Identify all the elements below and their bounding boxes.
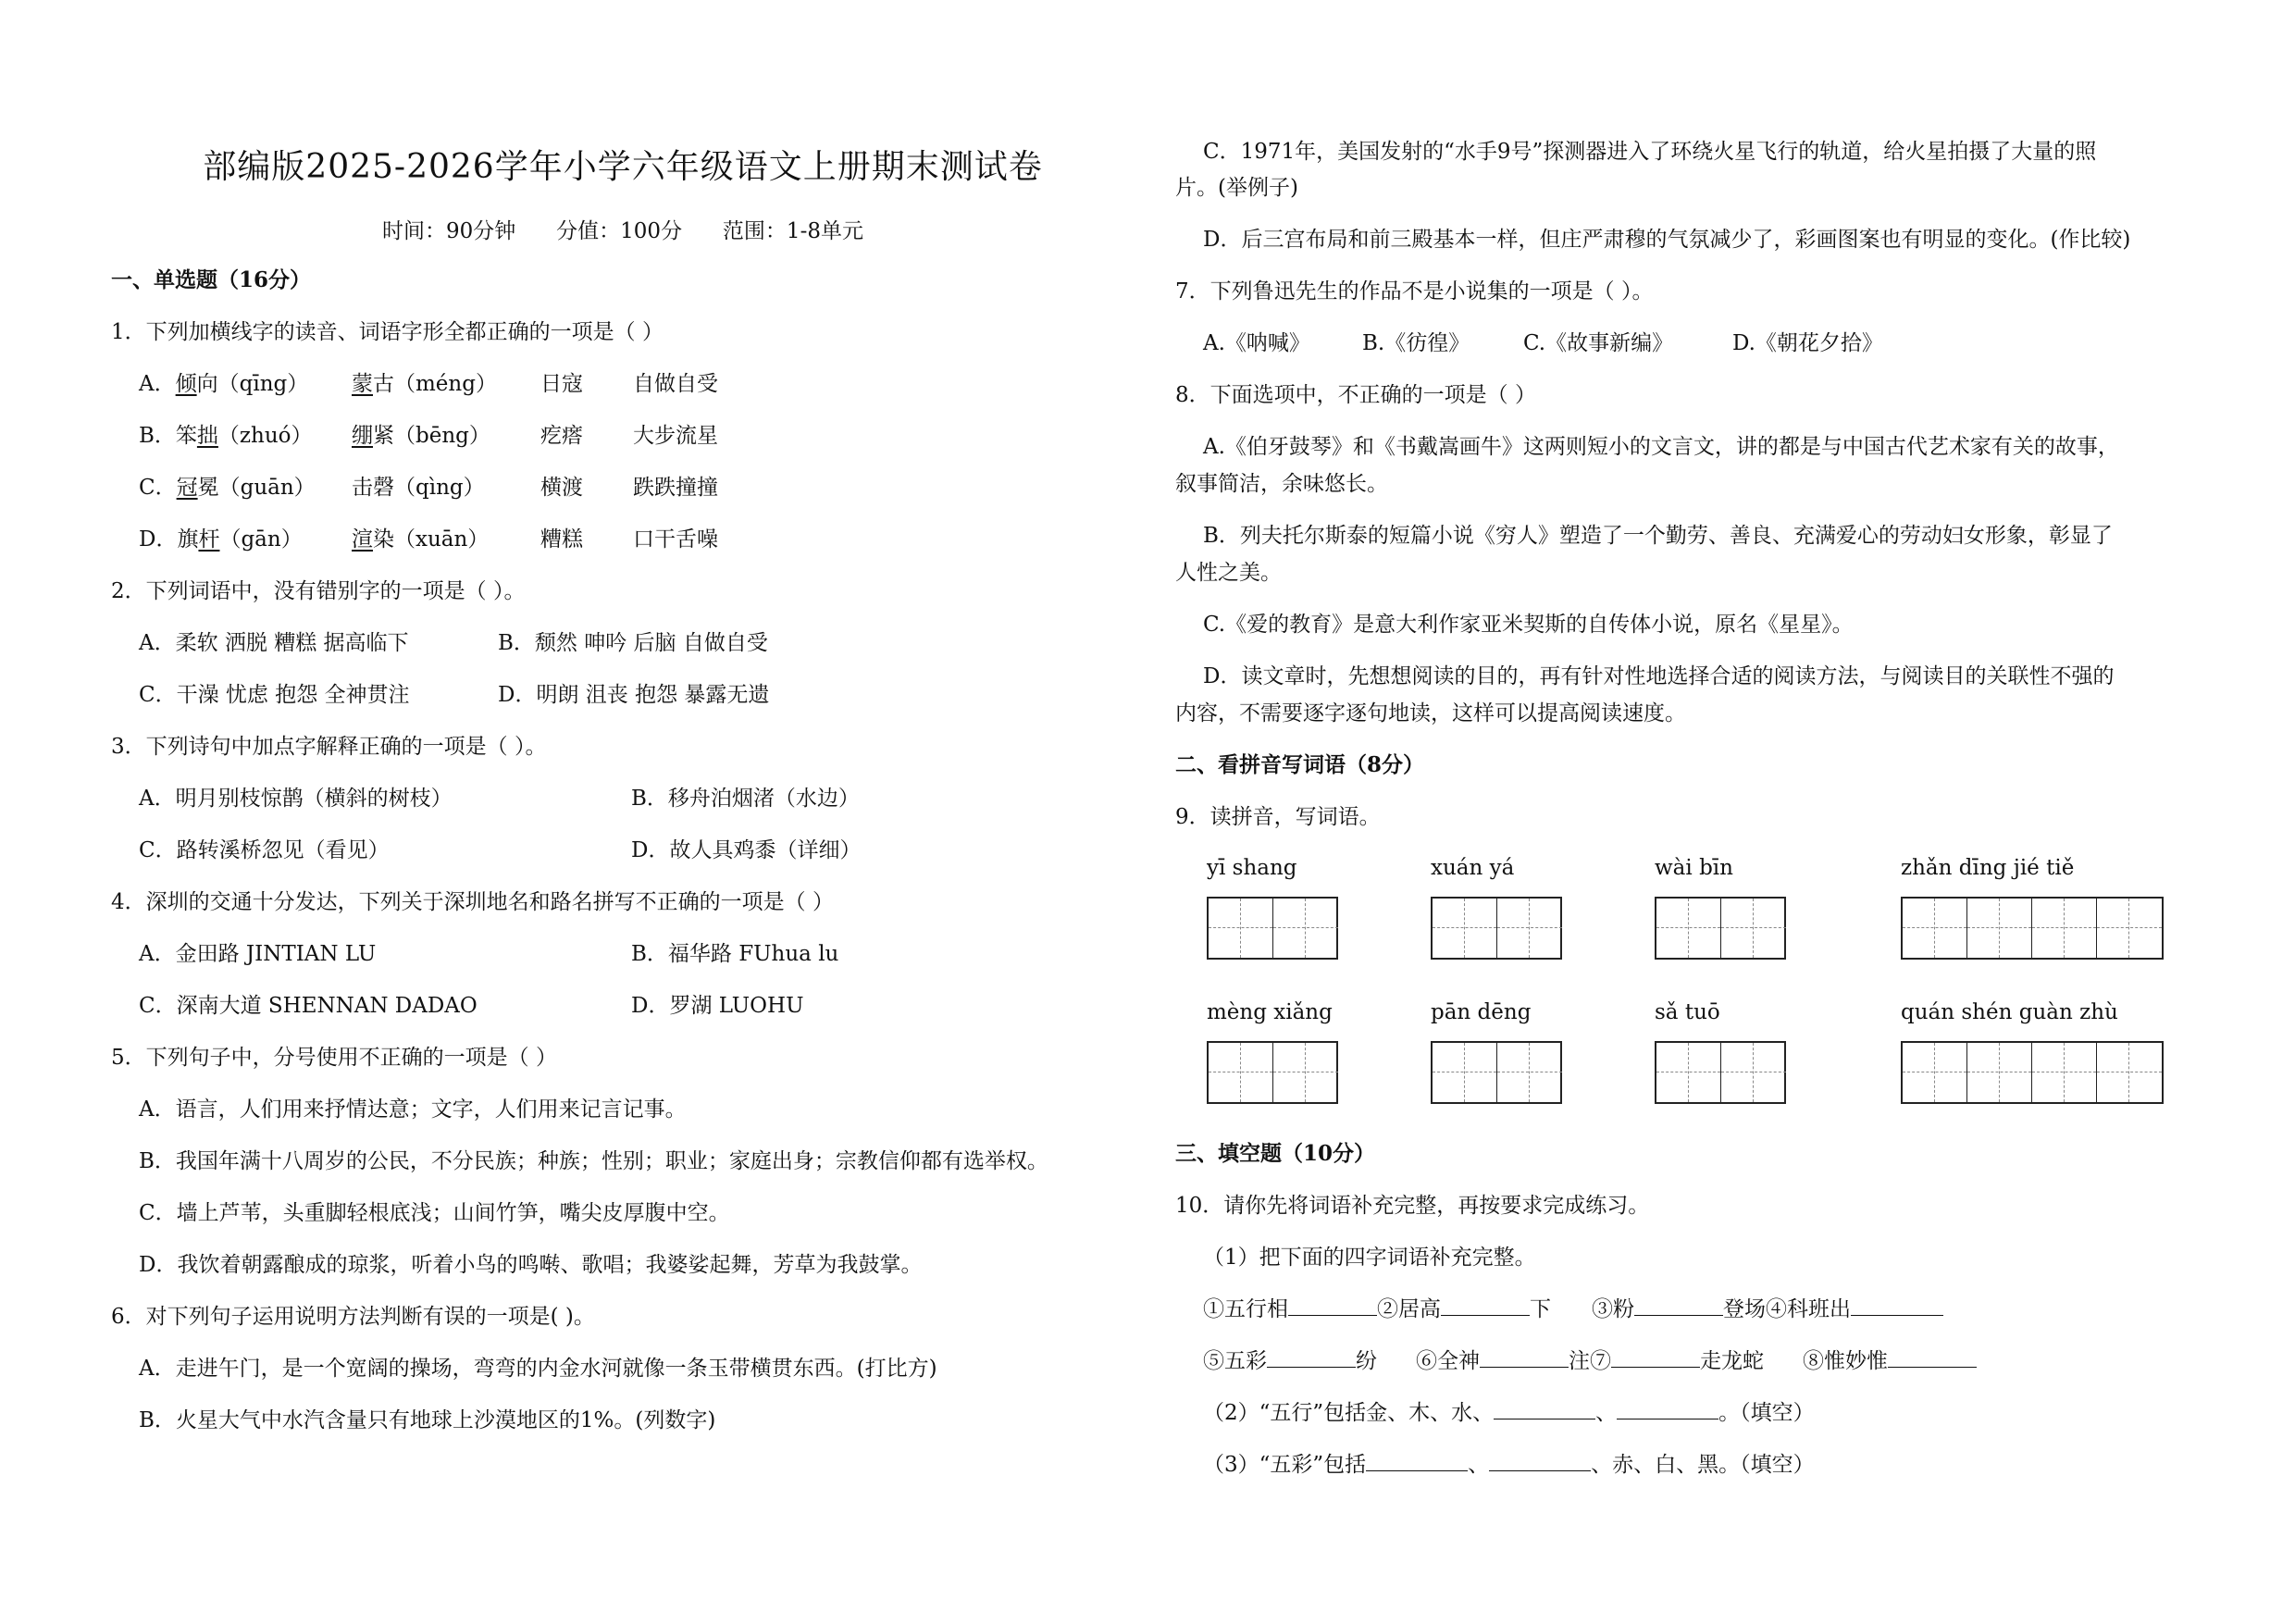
q2-option-b: B．颓然 呻吟 后脑 自做自受 — [498, 631, 768, 655]
q1-option-b: B．笨拙（zhuó） 绷紧（bēng） 疙瘩 大步流星 — [139, 424, 718, 448]
q6-option-d: D．后三宫布局和前三殿基本一样，但庄严肃穆的气氛减少了，彩画图案也有明显的变化。(作比较) — [1203, 228, 2131, 252]
q1-option-c: C．冠冕（guān） 击磬（qìng） 横渡 跌跌撞撞 — [139, 476, 718, 500]
q6-option-b: B．火星大气中水汽含量只有地球上沙漠地区的1%。(列数字) — [139, 1408, 716, 1432]
section-2-heading: 二、看拼音写词语（8分） — [1175, 752, 1425, 777]
fill-blank[interactable] — [1851, 1295, 1943, 1316]
q3-option-d: D．故人具鸡黍（详细） — [631, 838, 862, 862]
pinyin-xuan-ya: xuán yá — [1431, 856, 1515, 880]
q10-idioms-line2: ⑤五彩 纷 ⑥全神 注⑦ 走龙蛇 ⑧惟妙惟 — [1203, 1346, 1977, 1376]
q1-stem: 1．下列加横线字的读音、词语字形全都正确的一项是（ ） — [111, 320, 664, 344]
answer-grid-sa-tuo[interactable] — [1655, 1041, 1786, 1104]
q7-option-c: C.《故事新编》 — [1523, 331, 1674, 355]
fill-blank[interactable] — [1494, 1398, 1595, 1419]
q2-option-a: A．柔软 洒脱 糟糕 据高临下 — [139, 631, 409, 655]
q2-option-c: C．干澡 忧虑 抱怨 全神贯注 — [139, 683, 410, 707]
q8-option-a-line1: A.《伯牙鼓琴》和《书戴嵩画牛》这两则短小的文言文，讲的都是与中国古代艺术家有关的故事， — [1203, 435, 2119, 459]
answer-grid-xuan-ya[interactable] — [1431, 897, 1562, 960]
q4-option-d: D．罗湖 LUOHU — [631, 994, 804, 1018]
q3-option-a: A．明月别枝惊鹊（横斜的树枝） — [139, 787, 453, 811]
q5-option-d: D．我饮着朝露酿成的琼浆，听着小鸟的鸣啭、歌唱；我婆娑起舞，芳草为我鼓掌。 — [139, 1253, 923, 1277]
q5-stem: 5．下列句子中，分号使用不正确的一项是（ ） — [111, 1046, 557, 1070]
section-1-heading: 一、单选题（16分） — [111, 267, 312, 292]
q5-option-c: C．墙上芦苇，头重脚轻根底浅；山间竹笋，嘴尖皮厚腹中空。 — [139, 1201, 730, 1225]
pinyin-yi-shang: yī shang — [1207, 856, 1297, 880]
q7-stem: 7．下列鲁迅先生的作品不是小说集的一项是（ ）。 — [1175, 279, 1654, 304]
q8-option-a-line2: 叙事简洁，余味悠长。 — [1175, 472, 1388, 496]
exam-meta: 时间：90分钟 分值：100分 范围：1-8单元 — [382, 219, 863, 243]
q10-idioms-line1: ①五行相 ②居高 下 ③粉 登场④科班出 — [1203, 1295, 1943, 1324]
q5-option-b: B．我国年满十八周岁的公民，不分民族；种族；性别；职业；家庭出身；宗教信仰都有选举权。 — [139, 1149, 1048, 1173]
answer-grid-yi-shang[interactable] — [1207, 897, 1338, 960]
q1-option-d: D．旗杆（gān） 渲染（xuān） 糟糕 口干舌噪 — [139, 527, 718, 552]
q2-stem: 2．下列词语中，没有错别字的一项是（ ）。 — [111, 579, 526, 603]
pinyin-sa-tuo: sǎ tuō — [1655, 1000, 1720, 1024]
fill-blank[interactable] — [1617, 1398, 1718, 1419]
q8-option-c: C.《爱的教育》是意大利作家亚米契斯的自传体小说，原名《星星》。 — [1203, 613, 1854, 637]
fill-blank[interactable] — [1888, 1346, 1977, 1368]
answer-grid-meng-xiang[interactable] — [1207, 1041, 1338, 1104]
fill-blank[interactable] — [1611, 1346, 1700, 1368]
q7-option-d: D.《朝花夕拾》 — [1732, 331, 1883, 355]
q10-part2: （2）“五行”包括金、木、水、 、 。（填空） — [1203, 1398, 1815, 1428]
fill-blank[interactable] — [1489, 1450, 1591, 1471]
q6-option-c-line1: C．1971年，美国发射的“水手9号”探测器进入了环绕火星飞行的轨道，给火星拍摄了大量的照 — [1203, 140, 2097, 164]
q8-stem: 8．下面选项中，不正确的一项是（ ） — [1175, 383, 1536, 407]
q4-stem: 4．深圳的交通十分发达，下列关于深圳地名和路名拼写不正确的一项是（ ） — [111, 890, 834, 914]
pinyin-pan-deng: pān dēng — [1431, 1000, 1532, 1024]
q2-option-d: D．明朗 沮丧 抱怨 暴露无遗 — [498, 683, 770, 707]
answer-grid-zhan-ding-jie-tie[interactable] — [1901, 897, 2164, 960]
q1-option-a: A．倾向（qīng） 蒙古（méng） 日寇 自做自受 — [139, 372, 718, 396]
fill-blank[interactable] — [1480, 1346, 1569, 1368]
fill-blank[interactable] — [1366, 1450, 1468, 1471]
fill-blank[interactable] — [1288, 1295, 1377, 1316]
answer-grid-wai-bin[interactable] — [1655, 897, 1786, 960]
q7-option-a: A.《呐喊》 — [1203, 331, 1310, 355]
pinyin-wai-bin: wài bīn — [1655, 856, 1733, 880]
q6-option-a: A．走进午门，是一个宽阔的操场，弯弯的内金水河就像一条玉带横贯东西。(打比方) — [139, 1357, 937, 1381]
q8-option-d-line1: D．读文章时，先想想阅读的目的，再有针对性地选择合适的阅读方法，与阅读目的关联性不强的 — [1203, 664, 2115, 688]
q10-stem: 10．请你先将词语补充完整，再按要求完成练习。 — [1175, 1194, 1650, 1218]
q7-option-b: B.《彷徨》 — [1362, 331, 1470, 355]
fill-blank[interactable] — [1267, 1346, 1356, 1368]
q10-part1-prompt: （1）把下面的四字词语补充完整。 — [1203, 1246, 1536, 1270]
pinyin-quan-shen-guan-zhu: quán shén guàn zhù — [1901, 1000, 2118, 1024]
q8-option-b-line1: B．列夫托尔斯泰的短篇小说《穷人》塑造了一个勤劳、善良、充满爱心的劳动妇女形象，彰显了 — [1203, 524, 2113, 548]
q10-part3: （3）“五彩”包括 、 、赤、白、黑。（填空） — [1203, 1450, 1815, 1480]
q4-option-b: B．福华路 FUhua lu — [631, 942, 839, 966]
q8-option-d-line2: 内容，不需要逐字逐句地读，这样可以提高阅读速度。 — [1175, 701, 1686, 725]
pinyin-zhan-ding-jie-tie: zhǎn dīng jié tiě — [1901, 856, 2075, 880]
fill-blank[interactable] — [1441, 1295, 1530, 1316]
q3-option-c: C．路转溪桥忽见（看见） — [139, 838, 390, 862]
q5-option-a: A．语言，人们用来抒情达意；文字，人们用来记言记事。 — [139, 1097, 687, 1122]
answer-grid-pan-deng[interactable] — [1431, 1041, 1562, 1104]
q3-option-b: B．移舟泊烟渚（水边） — [631, 787, 860, 811]
q4-option-c: C．深南大道 SHENNAN DADAO — [139, 994, 478, 1018]
pinyin-meng-xiang: mèng xiǎng — [1207, 1000, 1333, 1024]
answer-grid-quan-shen-guan-zhu[interactable] — [1901, 1041, 2164, 1104]
q4-option-a: A．金田路 JINTIAN LU — [139, 942, 377, 966]
q6-option-c-line2: 片。(举例子) — [1175, 176, 1298, 200]
section-3-heading: 三、填空题（10分） — [1175, 1141, 1376, 1166]
page-title: 部编版2025-2026学年小学六年级语文上册期末测试卷 — [203, 148, 1043, 186]
q6-stem: 6．对下列句子运用说明方法判断有误的一项是( )。 — [111, 1305, 595, 1329]
q3-stem: 3．下列诗句中加点字解释正确的一项是（ ）。 — [111, 735, 547, 759]
fill-blank[interactable] — [1634, 1295, 1723, 1316]
q9-stem: 9．读拼音，写词语。 — [1175, 805, 1381, 829]
q8-option-b-line2: 人性之美。 — [1175, 561, 1282, 585]
